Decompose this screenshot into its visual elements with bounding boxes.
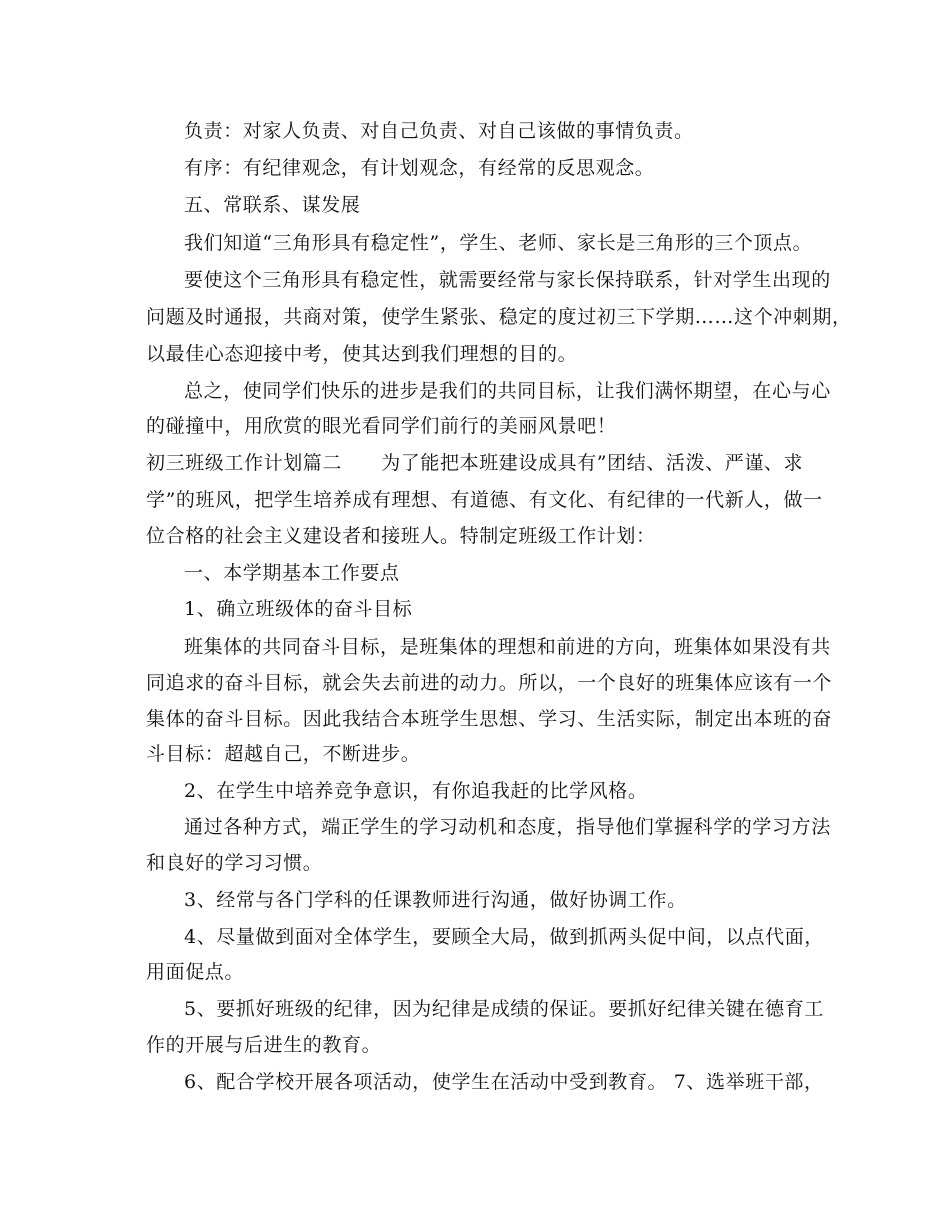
section-heading: 五、常联系、谋发展 — [184, 194, 361, 216]
text-line: 位合格的社会主义建设者和接班人。特制定班级工作计划： — [146, 525, 656, 547]
text-line: 负责：对家人负责、对自己负责、对自己该做的事情负责。 — [184, 120, 694, 142]
list-item: 3、经常与各门学科的任课教师进行沟通，做好协调工作。 — [184, 889, 687, 911]
text-line: 同追求的奋斗目标，就会失去前进的动力。所以，一个良好的班集体应该有一个 — [146, 672, 833, 694]
text-line: 和良好的学习习惯。 — [146, 852, 323, 874]
section-heading: 初三班级工作计划篇二 为了能把本班建设成具有”团结、活泼、严谨、求 — [146, 452, 804, 474]
text-line: 集体的奋斗目标。因此我结合本班学生思想、学习、生活实际，制定出本班的奋 — [146, 708, 833, 730]
text-line: 通过各种方式，端正学生的学习动机和态度，指导他们掌握科学的学习方法 — [184, 816, 831, 838]
text-line: 有序：有纪律观念，有计划观念，有经常的反思观念。 — [184, 157, 655, 179]
text-line: 总之，使同学们快乐的进步是我们的共同目标，让我们满怀期望，在心与心 — [184, 380, 831, 402]
text-line: 问题及时通报，共商对策，使学生紧张、稳定的度过初三下学期……这个冲刺期， — [146, 306, 852, 328]
list-item: 2、在学生中培养竞争意识，有你追我赶的比学风格。 — [184, 780, 648, 802]
list-item: 5、要抓好班级的纪律，因为纪律是成绩的保证。要抓好纪律关键在德育工 — [184, 998, 824, 1020]
text-line: 以最佳心态迎接中考，使其达到我们理想的目的。 — [146, 343, 578, 365]
list-item: 1、确立班级体的奋斗目标 — [184, 598, 413, 620]
text-line: 斗目标：超越自己，不断进步。 — [146, 743, 421, 765]
text-line: 的碰撞中，用欣赏的眼光看同学们前行的美丽风景吧！ — [146, 415, 617, 437]
text-line: 要使这个三角形具有稳定性，就需要经常与家长保持联系，针对学生出现的 — [184, 269, 831, 291]
text-line: 作的开展与后进生的教育。 — [146, 1034, 382, 1056]
section-heading: 一、本学期基本工作要点 — [184, 562, 400, 584]
text-line: 班集体的共同奋斗目标，是班集体的理想和前进的方向，班集体如果没有共 — [184, 636, 831, 658]
text-line: 用面促点。 — [146, 961, 245, 983]
text-line: 学”的班风，把学生培养成有理想、有道德、有文化、有纪律的一代新人，做一 — [146, 489, 823, 511]
list-item: 6、配合学校开展各项活动，使学生在活动中受到教育。 7、选举班干部， — [184, 1071, 824, 1093]
text-line: 我们知道“三角形具有稳定性”，学生、老师、家长是三角形的三个顶点。 — [184, 232, 813, 254]
list-item: 4、尽量做到面对全体学生，要顾全大局，做到抓两头促中间，以点代面， — [184, 926, 824, 948]
